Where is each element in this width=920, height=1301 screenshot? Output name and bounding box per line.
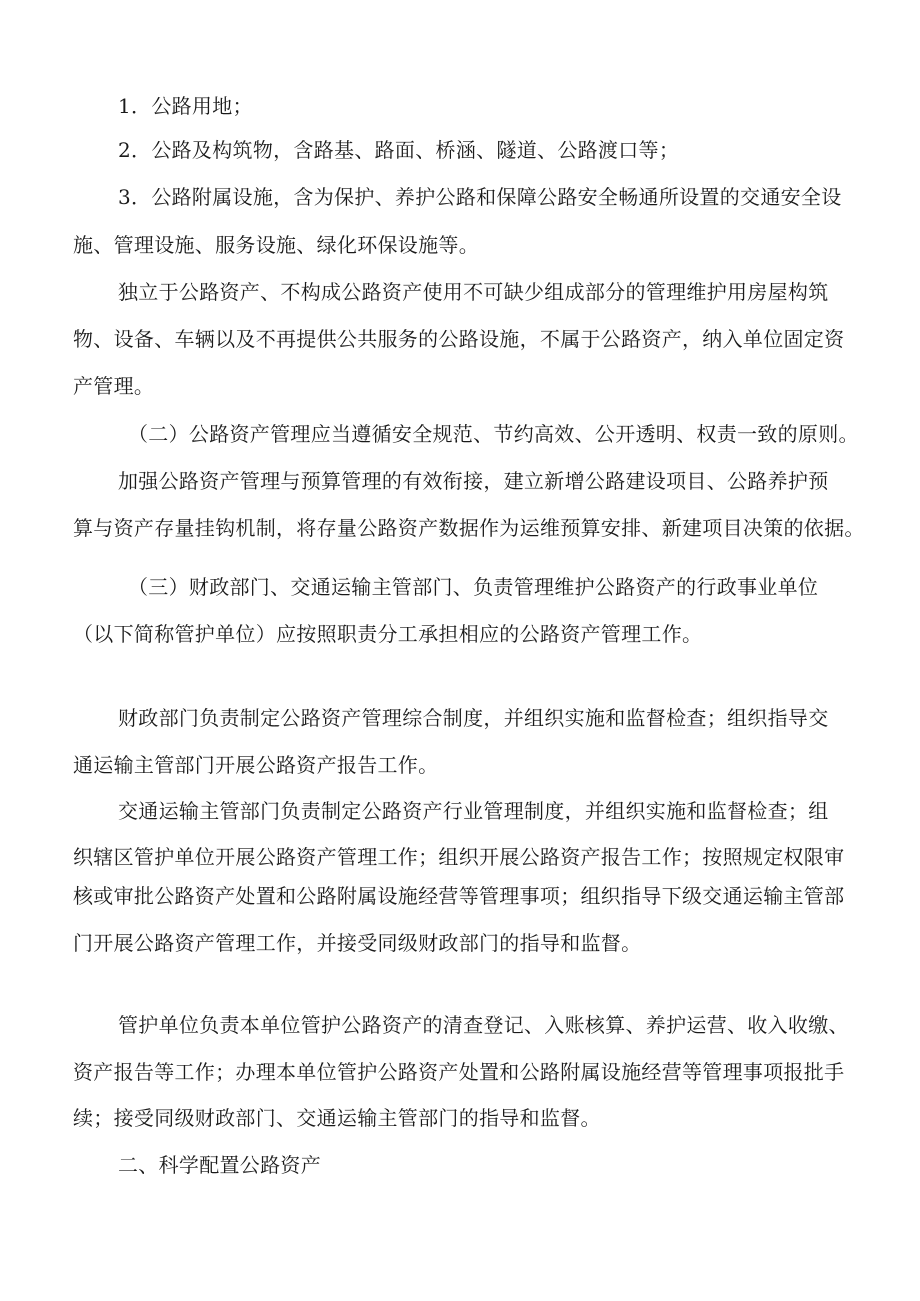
paragraph-line: （以下简称管护单位）应按照职责分工承担相应的公路资产管理工作。	[73, 622, 703, 646]
paragraph-line: 核或审批公路资产处置和公路附属设施经营等管理事项；组织指导下级交通运输主管部	[73, 884, 845, 908]
paragraph-line: 独立于公路资产、不构成公路资产使用不可缺少组成部分的管理维护用房屋构筑	[118, 280, 829, 304]
paragraph-line: 门开展公路资产管理工作，并接受同级财政部门的指导和监督。	[73, 931, 642, 955]
list-item-highway-land: 1．公路用地；	[118, 94, 253, 118]
list-item-highway-facilities: 3．公路附属设施，含为保护、养护公路和保障公路安全畅通所设置的交通安全设	[118, 185, 842, 209]
paragraph-line: 产管理。	[73, 374, 155, 398]
paragraph-line: 财政部门负责制定公路资产管理综合制度，并组织实施和监督检查；组织指导交	[118, 706, 829, 730]
paragraph-line: 续；接受同级财政部门、交通运输主管部门的指导和监督。	[73, 1106, 601, 1130]
paragraph-line: 织辖区管护单位开展公路资产管理工作；组织开展公路资产报告工作；按照规定权限审	[73, 845, 845, 869]
section-heading: 二、科学配置公路资产	[118, 1153, 321, 1177]
paragraph-line: 施、管理设施、服务设施、绿化环保设施等。	[73, 233, 479, 257]
paragraph-line: 管护单位负责本单位管护公路资产的清查登记、入账核算、养护运营、收入收缴、	[118, 1013, 849, 1037]
paragraph-line: 加强公路资产管理与预算管理的有效衔接，建立新增公路建设项目、公路养护预	[118, 469, 829, 493]
list-item-highway-structures: 2．公路及构筑物，含路基、路面、桥涵、隧道、公路渡口等；	[118, 138, 680, 162]
paragraph-line: 通运输主管部门开展公路资产报告工作。	[73, 753, 439, 777]
paragraph-line: 交通运输主管部门负责制定公路资产行业管理制度，并组织实施和监督检查；组	[118, 799, 829, 823]
paragraph-line: 算与资产存量挂钩机制，将存量公路资产数据作为运维预算安排、新建项目决策的依据。	[73, 516, 865, 540]
section-heading-2: （二）公路资产管理应当遵循安全规范、节约高效、公开透明、权责一致的原则。	[128, 422, 859, 446]
paragraph-line: 物、设备、车辆以及不再提供公共服务的公路设施，不属于公路资产，纳入单位固定资	[73, 327, 845, 351]
section-heading-3: （三）财政部门、交通运输主管部门、负责管理维护公路资产的行政事业单位	[128, 575, 819, 599]
paragraph-line: 资产报告等工作；办理本单位管护公路资产处置和公路附属设施经营等管理事项报批手	[73, 1060, 845, 1084]
